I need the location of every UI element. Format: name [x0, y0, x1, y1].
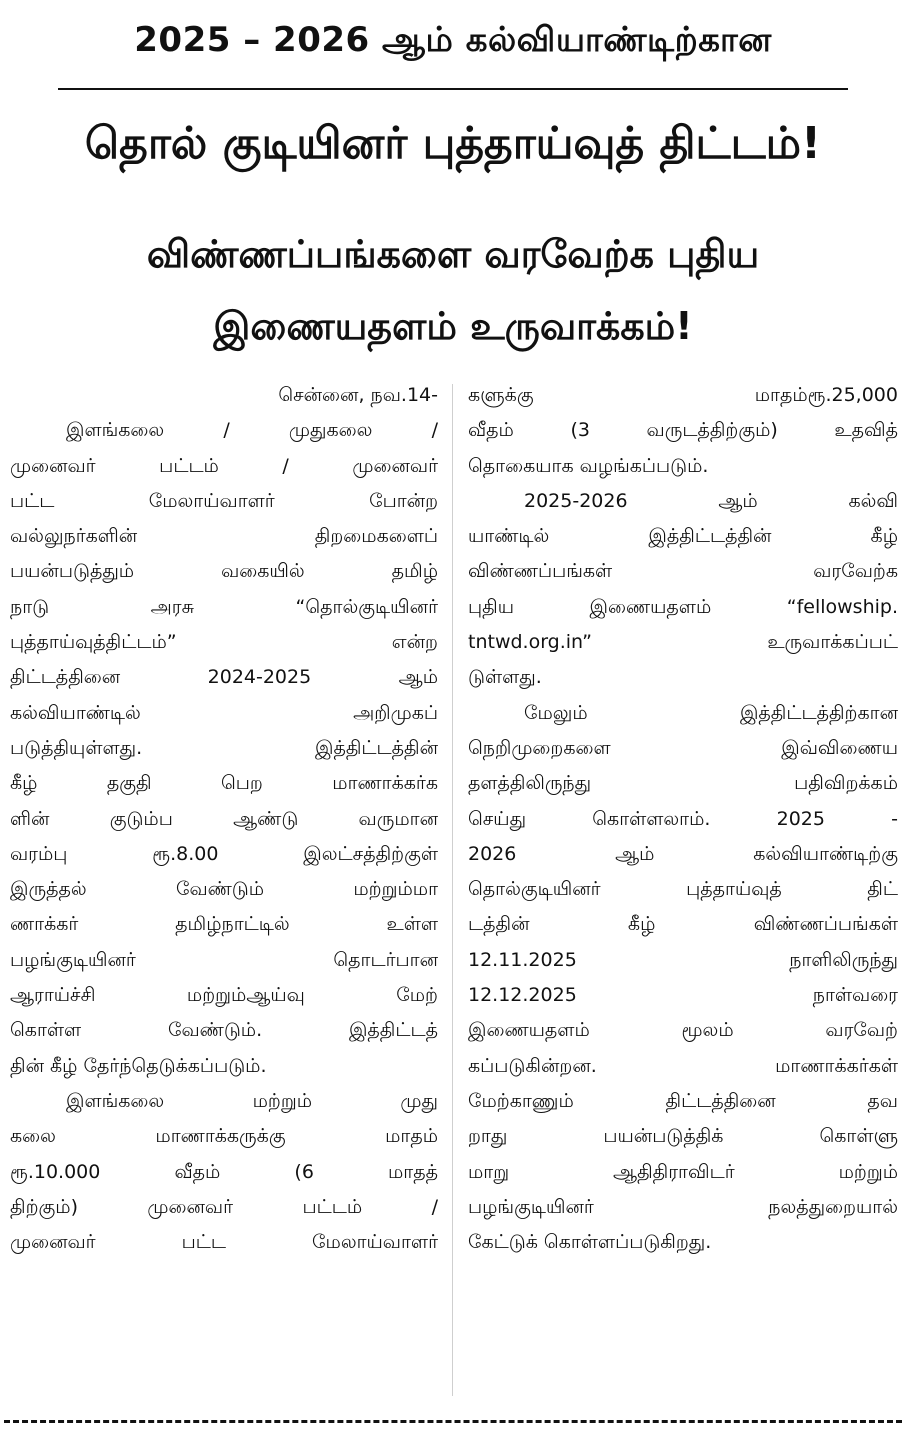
text-line: றாது பயன்படுத்திக் கொள்ளு [468, 1125, 898, 1148]
text-line: மேற்காணும் திட்டத்தினை தவ [468, 1089, 898, 1112]
text-line: செய்து கொள்ளலாம். 2025 - [468, 807, 898, 830]
text-line: தொகையாக வழங்கப்படும். [468, 454, 709, 477]
text-line: ரூ.10.000 வீதம் (6 மாதத் [10, 1160, 438, 1183]
text-line: டத்தின் கீழ் விண்ணப்பங்கள் [468, 913, 898, 936]
headline-rule [58, 88, 848, 90]
headline-kicker: 2025 – 2026 ஆம் கல்வியாண்டிற்கான [134, 20, 772, 60]
article-column-right [468, 378, 898, 1260]
text-line: ணாக்கர் தமிழ்நாட்டில் உள்ள [10, 913, 438, 936]
text-line: இணையதளம் மூலம் வரவேற் [468, 1019, 898, 1042]
text-line: யாண்டில் இத்திட்டத்தின் கீழ் [468, 525, 898, 548]
text-line: கலை மாணாக்கருக்கு மாதம் [10, 1125, 438, 1148]
text-line: தின் கீழ் தேர்ந்தெடுக்கப்படும். [10, 1054, 267, 1077]
text-line: கேட்டுக் கொள்ளப்படுகிறது. [468, 1231, 712, 1254]
text-line: புத்தாய்வுத்திட்டம்” என்ற [10, 631, 438, 654]
text-line: புதிய இணையதளம் “fellowship. [468, 595, 898, 618]
text-line: திற்கும்) முனைவர் பட்டம் / [10, 1195, 438, 1218]
text-line: பட்ட மேலாய்வாளர் போன்ற [10, 489, 438, 512]
text-line: மாறு ஆதிதிராவிடர் மற்றும் [468, 1160, 898, 1183]
text-line: பயன்படுத்தும் வகையில் தமிழ் [10, 560, 438, 583]
text-line: வீதம் (3 வருடத்திற்கும்) உதவித் [468, 419, 898, 442]
text-line: தளத்திலிருந்து பதிவிறக்கம் [468, 772, 898, 795]
text-line: நெறிமுறைகளை இவ்விணைய [468, 736, 898, 759]
headline-main: தொல் குடியினர் புத்தாய்வுத் திட்டம்! [84, 118, 822, 169]
text-line: வரம்பு ரூ.8.00 இலட்சத்திற்குள் [10, 842, 438, 865]
text-line: 12.12.2025 நாள்வரை [468, 984, 898, 1007]
text-line: இருத்தல் வேண்டும் மற்றும்மா [10, 878, 438, 901]
headline-subtitle [0, 218, 906, 362]
headline-subtitle-line-2: இணையதளம் உருவாக்கம்! [213, 304, 693, 348]
text-line: முனைவர் பட்டம் / முனைவர் [10, 454, 438, 477]
text-line: பழங்குடியினர் நலத்துறையால் [468, 1195, 898, 1218]
column-divider [452, 384, 453, 1396]
text-line: தொல்குடியினர் புத்தாய்வுத் திட் [468, 878, 898, 901]
text-line: வல்லுநர்களின் திறமைகளைப் [10, 525, 438, 548]
text-line: இளங்கலை மற்றும் முது [66, 1089, 438, 1112]
text-line: ஆராய்ச்சி மற்றும்ஆய்வு மேற் [10, 984, 438, 1007]
text-line: 12.11.2025 நாளிலிருந்து [468, 948, 898, 971]
text-line: 2025-2026 ஆம் கல்வி [524, 489, 898, 512]
text-line: இளங்கலை / முதுகலை / [66, 419, 438, 442]
text-line: திட்டத்தினை 2024-2025 ஆம் [10, 666, 438, 689]
article-column-left [10, 378, 438, 1260]
text-line: நாடு அரசு “தொல்குடியினர் [10, 595, 438, 618]
text-line: டுள்ளது. [468, 666, 542, 689]
dateline: சென்னை, நவ.14- [278, 384, 438, 406]
text-line: முனைவர் பட்ட மேலாய்வாளர் [10, 1231, 438, 1254]
text-line: கொள்ள வேண்டும். இத்திட்டத் [10, 1019, 438, 1042]
text-line: விண்ணப்பங்கள் வரவேற்க [468, 560, 898, 583]
text-line: tntwd.org.in” உருவாக்கப்பட் [468, 631, 898, 654]
headline-subtitle-line-1: விண்ணப்பங்களை வரவேற்க புதிய [146, 232, 760, 276]
text-line: பழங்குடியினர் தொடர்பான [10, 948, 438, 971]
text-line: 2026 ஆம் கல்வியாண்டிற்கு [468, 842, 898, 865]
text-line: களுக்கு மாதம்ரூ.25,000 [468, 384, 898, 406]
text-line: மேலும் இத்திட்டத்திற்கான [524, 701, 898, 724]
text-line: கீழ் தகுதி பெற மாணாக்கர்க [10, 772, 438, 795]
text-line: கப்படுகின்றன. மாணாக்கர்கள் [468, 1054, 898, 1077]
text-line: படுத்தியுள்ளது. இத்திட்டத்தின் [10, 736, 438, 759]
text-line: ளின் குடும்ப ஆண்டு வருமான [10, 807, 438, 830]
text-line: கல்வியாண்டில் அறிமுகப் [10, 701, 438, 724]
dashed-cut-line [4, 1420, 902, 1423]
